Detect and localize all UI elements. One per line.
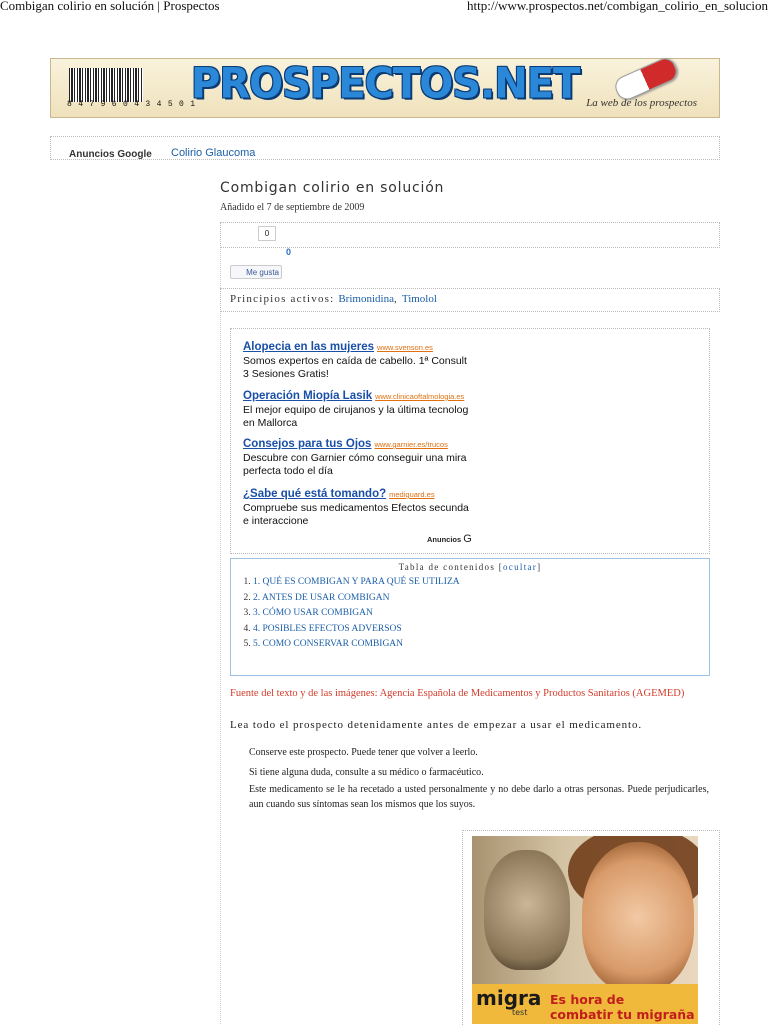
ad-link-colirio-glaucoma[interactable]: Colirio Glaucoma [171, 147, 256, 159]
barcode-icon [69, 68, 143, 102]
print-header [0, 0, 768, 16]
ad-item[interactable] [243, 484, 469, 528]
active-ingredients-row [230, 293, 437, 305]
toc-link[interactable]: 5. COMO CONSERVAR COMBIGAN [253, 639, 404, 649]
ads-attribution-g: G [463, 533, 472, 545]
toc-title: Tabla de contenidos [398, 562, 496, 572]
ads-label: Anuncios Google [69, 149, 152, 160]
ad-desc: en Mallorca [243, 417, 298, 429]
toc-link[interactable]: 3. CÓMO USAR COMBIGAN [253, 608, 373, 618]
toc-item [253, 591, 460, 607]
share-count-blue: 0 [286, 247, 292, 257]
toc-toggle-link[interactable]: ocultar [503, 562, 538, 572]
read-notice: Lea todo el prospecto detenidamente antes de empezar a usar el medicamento. [230, 719, 643, 731]
toc-item [253, 575, 460, 591]
notice-paragraph: Este medicamento se le ha recetado a usted personalmente y no debe darlo a otras personas. Puede perjudicarles, aun cuando sus síntomas sean los mismos que los suyos. [249, 784, 709, 810]
ingredient-separator: , [393, 293, 402, 305]
toc-item [253, 622, 460, 638]
site-logo[interactable]: PROSPECTOS.NET [191, 59, 580, 109]
smiling-woman-figure [582, 842, 694, 992]
print-title: Combigan colirio en solución | Prospectos [0, 0, 220, 13]
toc-list [231, 575, 460, 653]
social-share-box [220, 222, 720, 248]
toc-link[interactable]: 4. POSIBLES EFECTOS ADVERSOS [253, 623, 402, 634]
ad-title[interactable]: ¿Sabe qué está tomando? [243, 488, 387, 500]
ad-desc: Descubre con Garnier cómo conseguir una mira [243, 452, 467, 464]
active-ingredients-label: Principios activos: [230, 293, 335, 305]
barcode-number: 8 4 7 9 6 0 4 3 4 5 0 1 [67, 100, 196, 109]
woman-headache-figure [484, 850, 570, 970]
ad-url[interactable]: www.garnier.es/trucos [374, 440, 448, 449]
ingredient-link-brimonidina[interactable]: Brimonidina [338, 293, 394, 305]
ad-desc: Compruebe sus medicamentos Efectos secunda [243, 502, 469, 514]
ad-title[interactable]: Alopecia en las mujeres [243, 341, 375, 353]
added-date: Añadido el 7 de septiembre de 2009 [220, 202, 365, 213]
ad-desc: El mejor equipo de cirujanos y la última tecnolog [243, 404, 469, 416]
pill-icon [612, 55, 680, 103]
print-url[interactable]: http://www.prospectos.net/combigan_colirio_en_solucion [467, 0, 768, 13]
page-title: Combigan colirio en solución [220, 180, 445, 196]
ad-slogan-line: Es hora de [550, 992, 625, 1007]
ad-desc: 3 Sesiones Gratis! [243, 368, 329, 380]
content-left-border [220, 222, 221, 1024]
ad-title[interactable]: Operación Miopía Lasik [243, 390, 373, 402]
ad-slogan [550, 992, 695, 1022]
like-button[interactable]: Me gusta [230, 265, 282, 279]
ad-item[interactable] [243, 386, 469, 430]
toc-item [253, 637, 460, 653]
notice-paragraph: Conserve este prospecto. Puede tener que volver a leerlo. [249, 747, 478, 758]
ad-desc: Somos expertos en caída de cabello. 1ª Consult [243, 355, 467, 367]
google-ads-bar [50, 136, 720, 160]
toc-link[interactable]: 1. QUÉ ES COMBIGAN Y PARA QUÉ SE UTILIZA [253, 577, 460, 587]
site-tagline: La web de los prospectos [586, 97, 697, 109]
text-ads-box [230, 328, 710, 554]
ad-item[interactable] [243, 434, 469, 478]
table-of-contents [230, 558, 710, 676]
active-ingredients-box [220, 288, 720, 312]
toc-link[interactable]: 2. ANTES DE USAR COMBIGAN [253, 592, 390, 603]
ingredient-link-timolol[interactable]: Timolol [401, 293, 437, 305]
source-note: Fuente del texto y de las imágenes: Agencia Española de Medicamentos y Productos Sanitarios (AGEMED) [230, 688, 685, 699]
ad-url[interactable]: www.svenson.es [377, 343, 433, 352]
ad-brand: migra [476, 986, 542, 1010]
ad-url[interactable]: mediguard.es [389, 490, 435, 499]
site-banner[interactable] [50, 58, 720, 118]
ad-url[interactable]: www.clinicaoftalmologia.es [375, 392, 465, 401]
ad-desc: e interaccione [243, 515, 309, 527]
ad-title[interactable]: Consejos para tus Ojos [243, 438, 372, 450]
ad-slogan-line: combatir tu migraña [550, 1007, 695, 1022]
ad-desc: perfecta todo el día [243, 465, 333, 477]
ad-item[interactable] [243, 337, 469, 381]
migraine-ad-image[interactable] [472, 836, 698, 1024]
share-count: 0 [258, 226, 276, 241]
ad-brand-sub: test [512, 1008, 528, 1017]
notice-paragraph: Si tiene alguna duda, consulte a su médico o farmacéutico. [249, 767, 484, 778]
ads-attribution-label: Anuncios [427, 535, 462, 544]
toc-item [253, 606, 460, 622]
toc-header: Tabla de contenidos [ocultar] [398, 562, 542, 572]
ads-attribution[interactable] [427, 533, 472, 545]
